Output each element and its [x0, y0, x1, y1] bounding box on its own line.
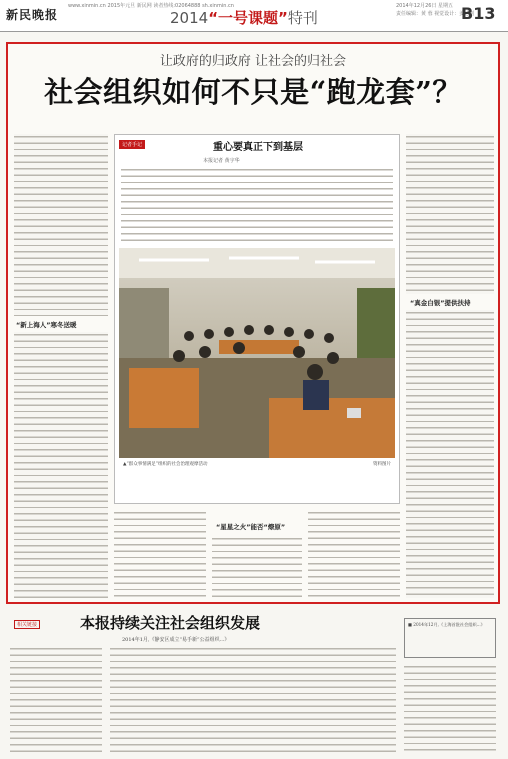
right-subhead: “真金白银”提供扶持 [410, 299, 471, 307]
special-name: “一号课题” [208, 9, 288, 27]
photo-credit: 资料图片 [373, 462, 391, 467]
related-tag: 相关链接 [14, 620, 40, 629]
left-body-column-2 [14, 332, 108, 598]
box-tag: 记者手记 [119, 140, 145, 149]
special-year: 2014 [170, 9, 209, 27]
related-headline: 本报持续关注社会组织发展 [80, 614, 261, 632]
reporter-note-box [114, 134, 400, 504]
page-number: B13 [461, 4, 496, 23]
related-body-mid [110, 646, 396, 754]
mid-subhead: “星星之火”能否“燎原” [216, 523, 286, 531]
special-issue-title [170, 7, 318, 28]
box-body-text [121, 167, 393, 243]
related-news-section [6, 610, 500, 756]
editor-credit: 责任编辑：黄 蓉 视觉设计：姜达刚 [396, 11, 475, 17]
meeting-photo-image [119, 248, 395, 458]
feature-article [6, 42, 500, 604]
special-suffix: 特刊 [287, 9, 318, 27]
related-side-note [404, 618, 496, 658]
right-body-column [406, 134, 494, 294]
article-headline: 社会组织如何不只是“跑龙套”？ [44, 75, 462, 109]
masthead-url-line: www.xinmin.cn 2015年元旦 新民网 读者热线:02064888 sh.xinmin.cn [68, 3, 234, 9]
lower-center-column-2 [212, 536, 302, 598]
left-body-column [14, 134, 108, 316]
box-byline: 本报记者 黄宇华 [203, 158, 240, 164]
lower-center-column-3 [308, 510, 400, 598]
related-body-right [404, 664, 496, 754]
left-subhead: “新上海人”寒冬送暖 [16, 321, 77, 329]
lower-center-column-1 [114, 510, 206, 598]
issue-date: 2014年12月26日 星期五 [396, 3, 454, 9]
box-headline: 重心要真正下到基层 [213, 142, 303, 153]
right-body-column-2 [406, 310, 494, 598]
article-kicker: 让政府的归政府 让社会的归社会 [159, 54, 347, 69]
newspaper-logo: 新民晚报 [6, 8, 59, 22]
meeting-photo [119, 248, 395, 458]
related-body-left [10, 646, 102, 754]
related-subline: 2014年1月,《静安区成立“易手新”公益组织...》 [122, 637, 230, 643]
photo-caption: ▲“群众事情满足”组织的社会治理观摩活动 [123, 462, 208, 467]
masthead [0, 0, 508, 32]
related-side-note-text: ■ 2014年12月,《上海首批社会组织...》 [408, 622, 485, 627]
